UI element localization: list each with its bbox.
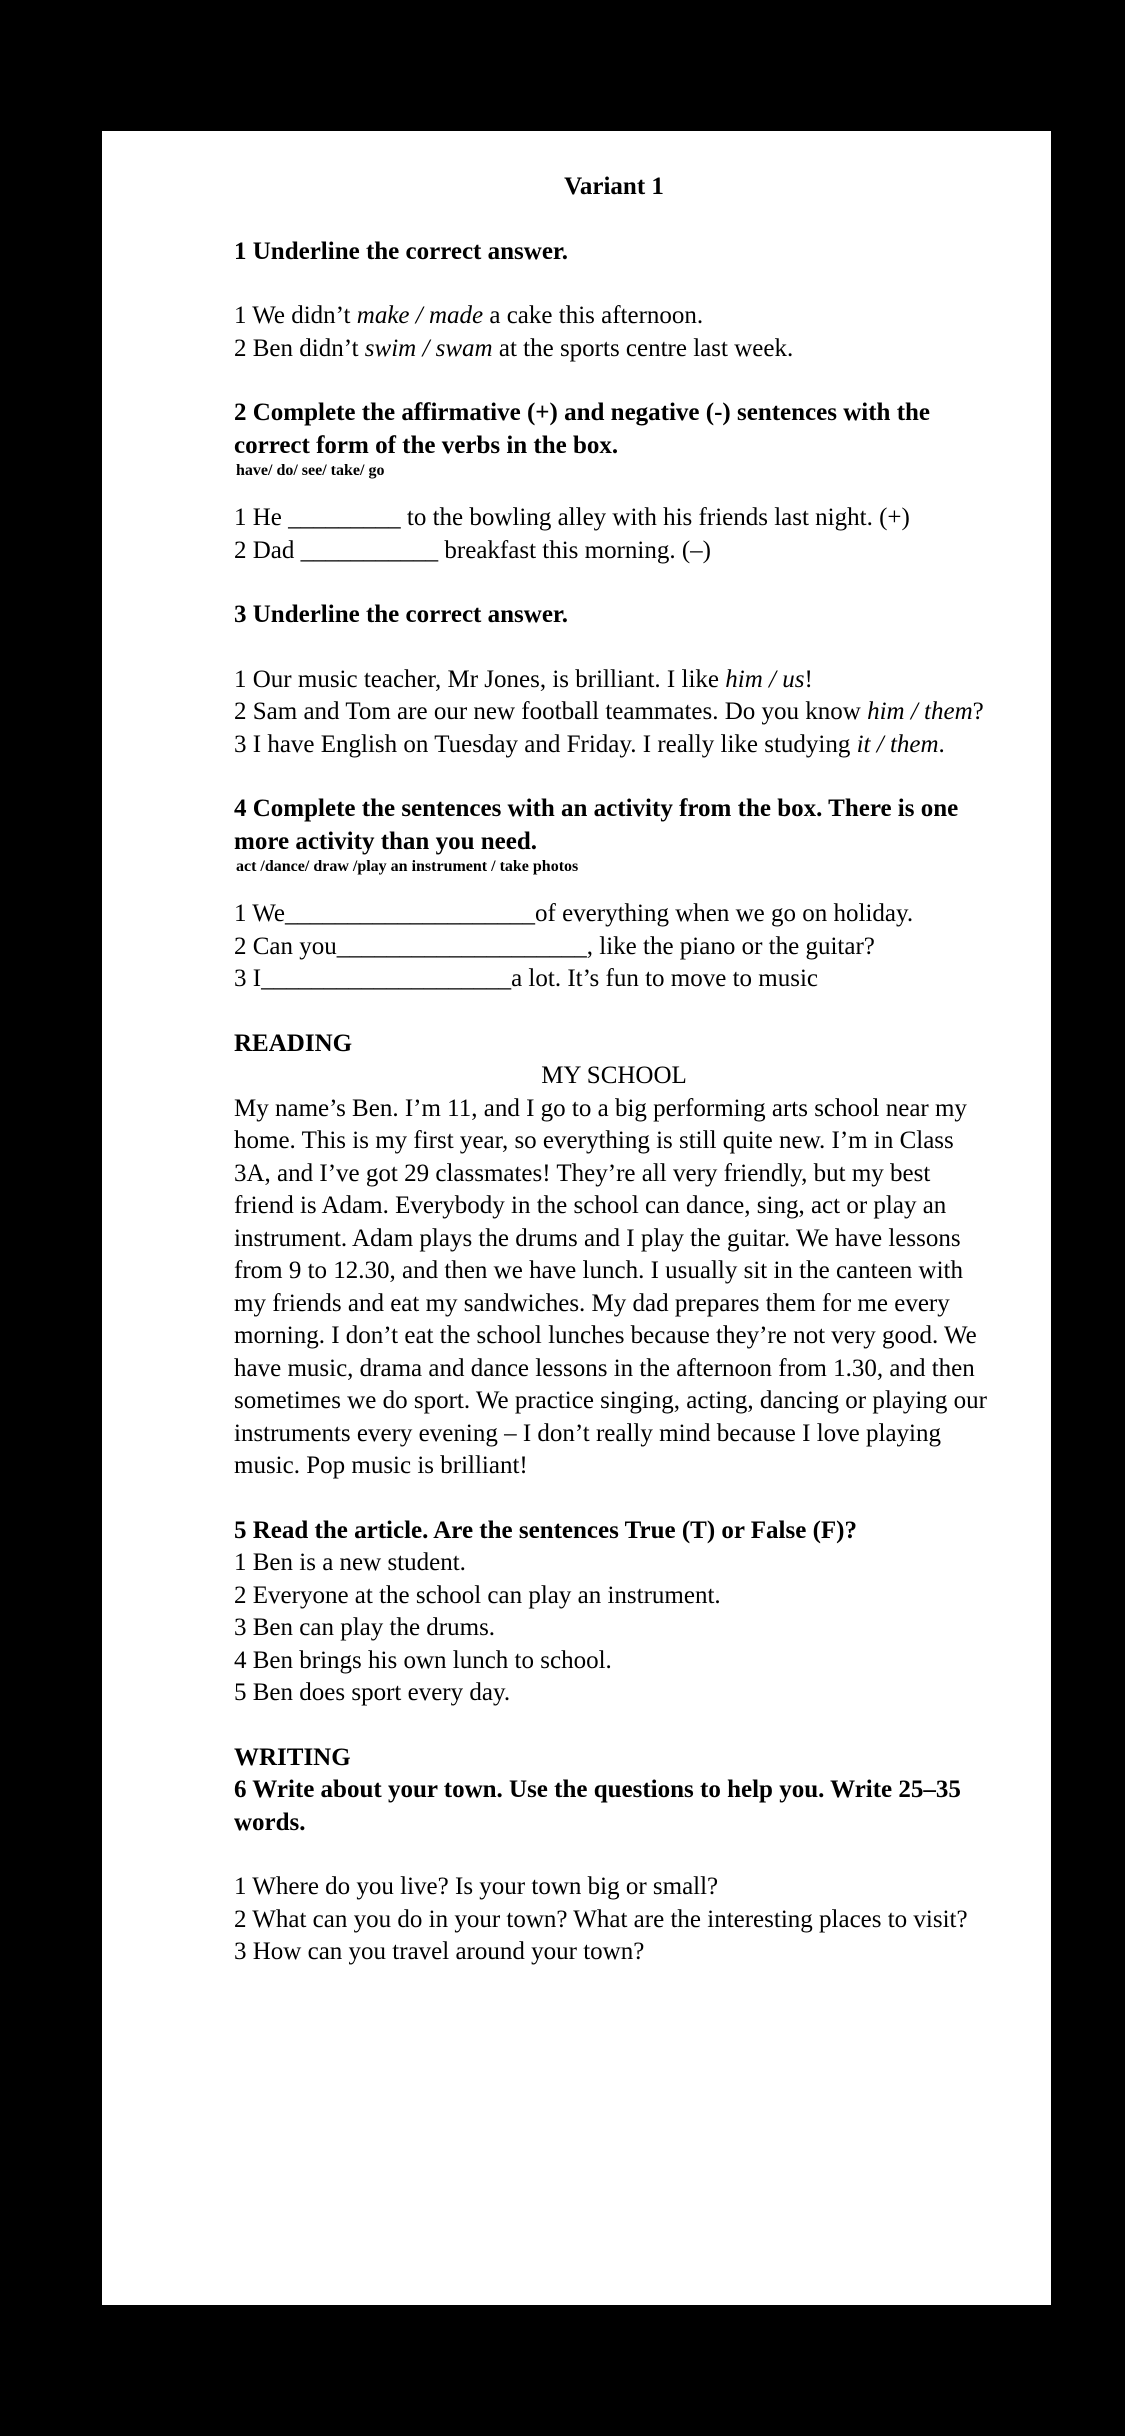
reading-title: MY SCHOOL	[541, 1062, 687, 1089]
task5-item: 5 Ben does sport every day.	[234, 1679, 511, 1706]
task3-heading: 3 Underline the correct answer.	[234, 601, 568, 628]
task5-item: 1 Ben is a new student.	[234, 1549, 466, 1576]
task1-item: 1 We didn’t make / made a cake this afternoon.	[234, 302, 704, 329]
task3-item: 2 Sam and Tom are our new football teammates. Do you know him / them?	[234, 698, 984, 725]
task2-item: 1 He _________ to the bowling alley with his friends last night. (+)	[234, 504, 910, 531]
task4-item: 3 I____________________a lot. It’s fun to move to music	[234, 965, 818, 992]
writing-item: 1 Where do you live? Is your town big or small?	[234, 1873, 719, 1900]
writing-label: WRITING	[234, 1743, 351, 1771]
task5-heading: 5 Read the article. Are the sentences True (T) or False (F)?	[234, 1516, 857, 1544]
writing-item: 3 How can you travel around your town?	[234, 1938, 645, 1965]
task5-item: 2 Everyone at the school can play an instrument.	[234, 1581, 721, 1609]
worksheet-page	[102, 131, 1051, 2305]
task1-item: 2 Ben didn’t swim / swam at the sports centre last week.	[234, 334, 794, 362]
task3-item: 1 Our music teacher, Mr Jones, is brilliant. I like him / us!	[234, 665, 813, 693]
task3-item: 3 I have English on Tuesday and Friday. I really like studying it / them.	[234, 730, 945, 758]
writing-item: 2 What can you do in your town? What are the interesting places to visit?	[234, 1905, 968, 1933]
worksheet-content	[234, 171, 994, 1969]
task2-item: 2 Dad ___________ breakfast this morning. (–)	[234, 536, 712, 564]
task4-item: 1 We____________________of everything when we go on holiday.	[234, 900, 914, 927]
worksheet-title: Variant 1	[564, 173, 664, 200]
task2-heading: 2 Complete the affirmative (+) and negative (-) sentences with the correct form of the verbs in the box.	[234, 399, 931, 459]
task4-word-box: act /dance/ draw /play an instrument / take photos	[236, 858, 579, 875]
writing-heading: 6 Write about your town. Use the questions to help you. Write 25–35 words.	[234, 1776, 961, 1836]
task4-item: 2 Can you____________________, like the piano or the guitar?	[234, 932, 875, 960]
task5-item: 3 Ben can play the drums.	[234, 1614, 496, 1641]
task1-heading: 1 Underline the correct answer.	[234, 237, 568, 265]
reading-text: My name’s Ben. I’m 11, and I go to a big performing arts school near my home. This is my first year, so everything is still quite new. I’m in Class 3A, and I’ve got 29 classmates! They’re all very friendly, but my best friend is Adam. Everybody in the school can dance, sing, act or play an instrument. Adam plays the drums and I play the guitar. We have lessons from 9 to 12.30, and then we have lunch. I usually sit in the canteen with my friends and eat my sandwiches. My dad prepares them for me every morning. I don’t eat the school lunches because they’re not very good. We have music, drama and dance lessons in the afternoon from 1.30, and then sometimes we do sport. We practice singing, acting, dancing or playing our instruments every evening – I don’t really mind because I love playing music. Pop music is brilliant!	[234, 1094, 987, 1479]
task2-word-box: have/ do/ see/ take/ go	[236, 462, 385, 479]
task4-heading: 4 Complete the sentences with an activity from the box. There is one more activity than you need.	[234, 795, 959, 855]
reading-label: READING	[234, 1029, 353, 1057]
task5-item: 4 Ben brings his own lunch to school.	[234, 1646, 612, 1674]
